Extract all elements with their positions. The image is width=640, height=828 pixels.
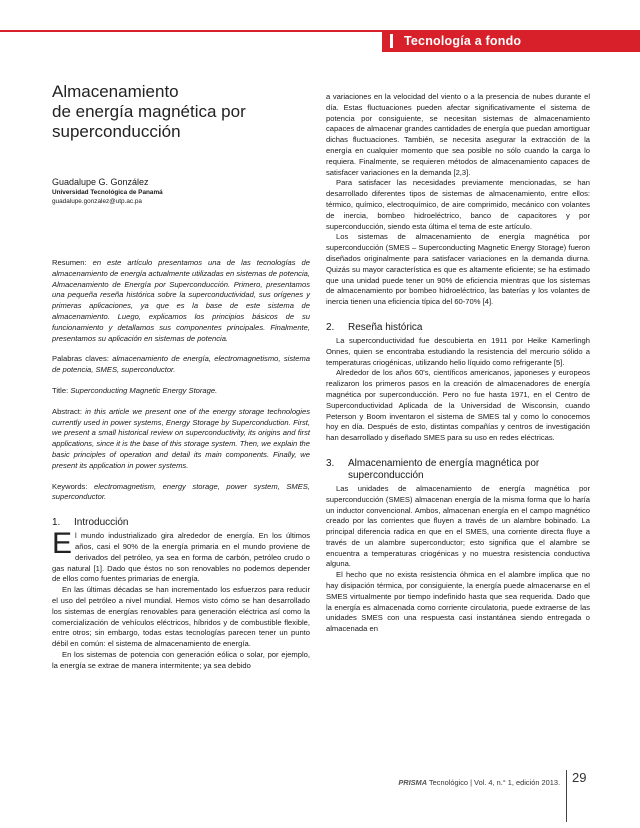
body-paragraph: En las últimas décadas se han incrementado los esfuerzos para reducir el uso del petróleo a nivel mundial. Hemos visto cómo se han desarrollado los sistemas de energías renovables para generación eléctrica así como la comercialización de vehículos eléctricos, híbridos y de combustible flexible, entre otros; sin embargo, todas estas tecnologías parecen tener un punto débil en común: el sistema de almacenamiento de energía. [52, 585, 310, 649]
section-1-heading: 1. Introducción [52, 517, 129, 529]
article-title: Almacenamiento de energía magnética por superconducción [52, 82, 246, 141]
body-paragraph: El hecho que no exista resistencia óhmica en el alambre implica que no hay disipación térmica, por consiguiente, la energía puede almacenarse en el SMES virtualmente por tiempo indefinido hasta que sea requerida. Dado que la energía es almacenada como corriente circulatoria, puede extraerse de las unidades SMES con una respuesta casi instantánea siendo entregada o almacenada en [326, 570, 590, 634]
author-name: Guadalupe G. González [52, 177, 149, 187]
body-paragraph: a variaciones en la velocidad del viento o a la presencia de nubes durante el día. Estas fluctuaciones pueden afectar significativamente el sistema de potencia por consiguiente, se necesitan sistemas de almacenamiento capaces de almacenar grandes cantidades de energía que puedan amortiguar dichas fluctuaciones. También, se necesita asegurar la extracción de la energía en cualquier momento que sea posible no sólo cuando la carga lo requiera. Finalmente, se requieren métodos de almacenamiento capaces de satisfacer variaciones en la demanda [2,3]. [326, 92, 590, 177]
abstract-paragraph: Abstract: in this article we present one of the energy storage technologies currently used in power systems, Energy Storage by Superconduction. First, we present a small historical review on superconductivity, its origins and first applications, since it is the base of this storage system. Then, we explain the basic principles of operation and detail its main components. Finally, we present its application in power systems. [52, 406, 310, 470]
body-paragraph: Para satisfacer las necesidades previamente mencionadas, se han desarrollado diferentes tipos de sistemas de almacenamiento, entre ellos: térmico, químico, electroquímico, de aire comprimido, mecánico con volantes de inercia, bombeo hidroeléctrico, banco de capacitores y por superconducción, siendo esta última el tema de este artículo. [326, 178, 590, 231]
section-label: Tecnología a fondo [404, 34, 522, 48]
right-column [326, 92, 590, 635]
tab-bar-mark [390, 34, 393, 48]
body-paragraph: Alrededor de los años 60's, científicos americanos, japoneses y europeos realizaron los primeros pasos en la creación de almacenadores de energía magnética por superconducción. Pero no fue hasta 1971, en el Centro de Superconductividad Aplicada de la Universidad de Wisconsin, cuando Peterson y Boom inventaron el sistema de SMES tal y como lo conocemos hoy en día. Después de esto, distintas compañías y centros de investigación han desarrollado y diseñado SMES para su uso en redes eléctricas. [326, 368, 590, 443]
author-email: guadalupe.gonzalez@utp.ac.pa [52, 198, 142, 205]
section-2-heading: 2. Reseña histórica [326, 321, 423, 333]
journal-citation: Tecnológico | Vol. 4, n.° 1, edición 2013. [428, 778, 560, 787]
section-3-heading: 3. Almacenamiento de energía magnética por superconducción [326, 457, 540, 481]
page-number: 29 [572, 770, 587, 785]
journal-brand: PRISMA [398, 778, 428, 787]
body-paragraph: En los sistemas de potencia con generación eólica o solar, por ejemplo, la energía se extrae de manera intermitente; ya sea debido [52, 649, 310, 670]
footer-divider [566, 770, 567, 822]
body-paragraph: El mundo industrializado gira alrededor de energía. En los últimos años, casi el 90% de la energía primaria en el mundo proviene de derivados del petróleo, ya sea en forma de carbón, petróleo crudo o gas natural [1]. Dado que éstos no son renovables no podemos depender de ellos como fuentes primarias de energía. [52, 527, 310, 584]
body-paragraph: Las unidades de almacenamiento de energía magnética por superconducción (SMES) almacenan energía de la misma forma que lo haría un inductor convencional. Ambos, almacenan energía en el campo magnético creado por las corrientes que fluyen a través de un alambre bobinado. La principal diferencia radica en que en el SMES, una corriente directa fluye a través de un alambre superconductor; esto significa que el alambre se encuentra a temperaturas criogénicas y no muestra resistencia conductiva alguna. [326, 483, 590, 569]
title-english: Title: Superconducting Magnetic Energy Storage. [52, 385, 218, 395]
resumen-paragraph: Resumen: en este artículo presentamos una de las tecnologías de almacenamiento de energía actualmente utilizadas en sistemas de potencia, Almacenamiento de Energía por Superconducción. Primero, presentamos una pequeña reseña histórica sobre la superconductividad, sus orígenes y primeras aplicaciones, ya que es la base de este sistema de almacenamiento. Luego, explicamos los principios básicos de su funcionamiento y detallamos sus componentes principales. Finalmente, presentamos su aplicación en sistemas de potencia. [52, 258, 310, 343]
left-column [52, 82, 310, 672]
drop-cap: E [52, 527, 73, 561]
palabras-claves: Palabras claves: almacenamiento de energía, electromagnetismo, sistema de potencia, SMES, superconductor. [52, 354, 310, 375]
body-paragraph: Los sistemas de almacenamiento de energía magnética por superconducción (SMES – Superconducting Magnetic Energy Storage) fueron diseñados originalmente para satisfacer variaciones en la demanda diurna. Quizás su mayor característica es que es altamente eficiente; se ha estimado que una unidad puede tener un 90% de eficiencia mientras que los sistemas de almacenamiento por bombeo hidroeléctrico, las baterías y los volantes de inercia tienen una eficiencia típica del 60-70% [4]. [326, 232, 590, 307]
journal-footer [350, 778, 560, 787]
section-tab [382, 30, 640, 52]
keywords: Keywords: electromagnetism, energy storage, power system, SMES, superconductor. [52, 481, 310, 502]
author-affiliation: Universidad Tecnológica de Panamá [52, 189, 163, 196]
body-paragraph: La superconductividad fue descubierta en 1911 por Heike Kamerlingh Onnes, quien se encontraba estudiando la resistencia del mercurio sólido a temperaturas criogénicas, utilizando helio líquido como refrigerante [5]. [326, 335, 590, 367]
